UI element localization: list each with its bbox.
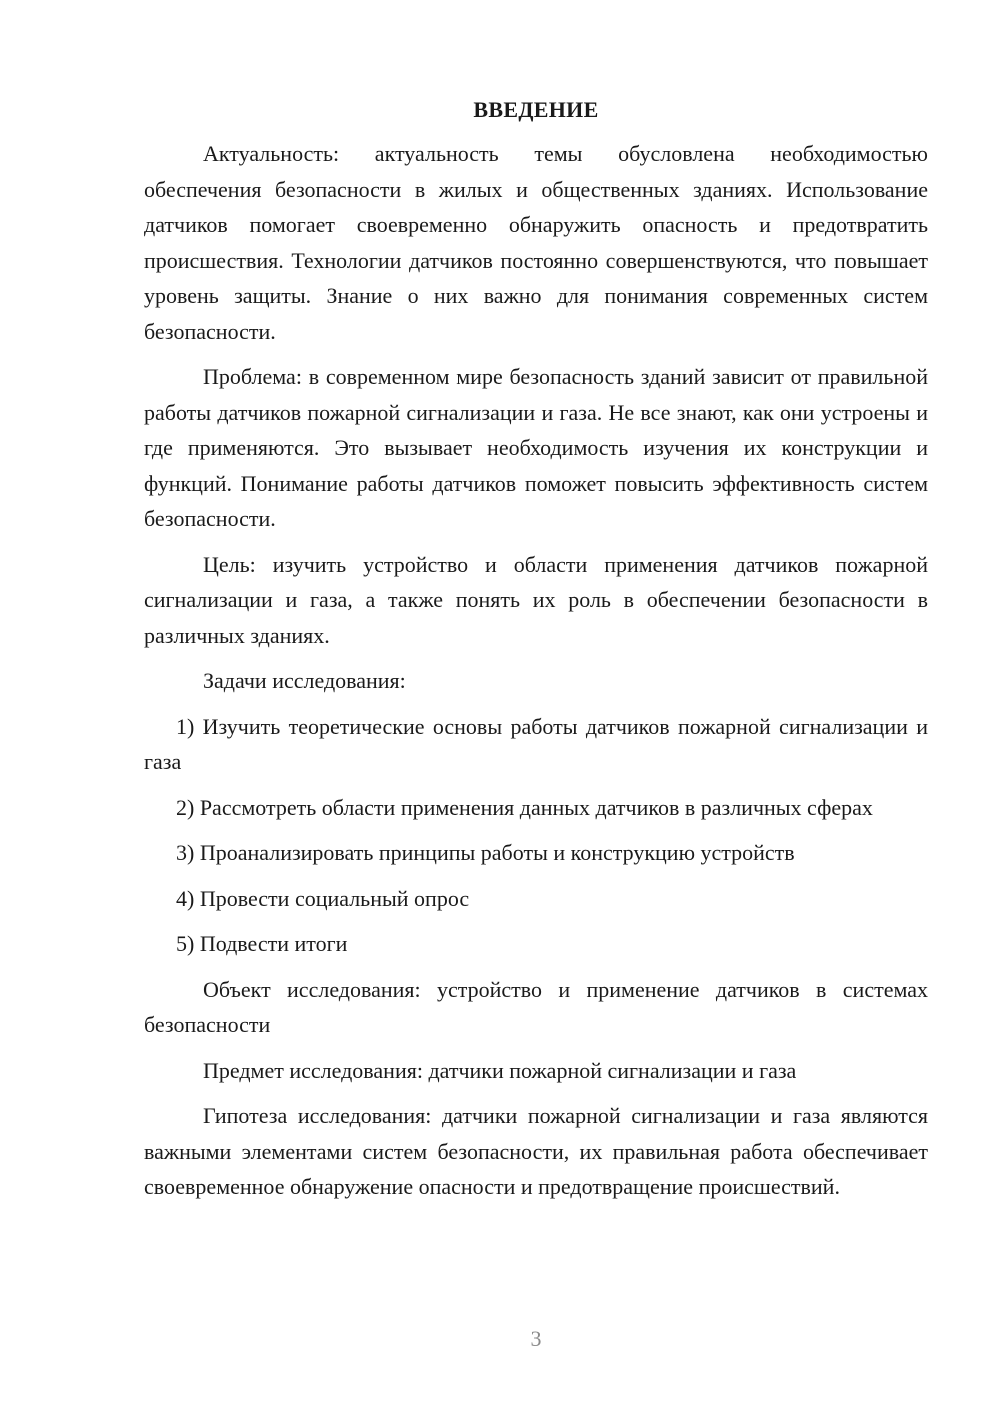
task-item-1: 1) Изучить теоретические основы работы датчиков пожарной сигнализации и газа	[144, 713, 928, 774]
document-page	[144, 92, 928, 1215]
paragraph-subject: Предмет исследования: датчики пожарной сигнализации и газа	[203, 1057, 797, 1083]
task-item-4: 4) Провести социальный опрос	[176, 885, 470, 911]
paragraph-object: Объект исследования: устройство и применение датчиков в системах безопасности	[144, 976, 928, 1037]
page-number: 3	[530, 1326, 542, 1351]
paragraph-tasks-intro: Задачи исследования:	[203, 668, 406, 693]
paragraph-hypothesis: Гипотеза исследования: датчики пожарной сигнализации и газа являются важными элементами систем безопасности, их правильная работа обеспечивает своевременное обнаружение опасности и предотвращение происшествий.	[144, 1103, 928, 1199]
task-item-3: 3) Проанализировать принципы работы и конструкцию устройств	[176, 840, 795, 865]
paragraph-problem: Проблема: в современном мире безопасность зданий зависит от правильной работы датчиков пожарной сигнализации и газа. Не все знают, как они устроены и где применяются. Это вызывает необходимость изучения их конструкции и функций. Понимание работы датчиков поможет повысить эффективность систем безопасности.	[144, 364, 928, 531]
task-item-2: 2) Рассмотреть области применения данных датчиков в различных сферах	[176, 794, 873, 820]
paragraph-goal: Цель: изучить устройство и области применения датчиков пожарной сигнализации и газа, а также понять их роль в обеспечении безопасности в различных зданиях.	[144, 551, 928, 648]
section-heading: ВВЕДЕНИЕ	[473, 97, 599, 122]
task-item-5: 5) Подвести итоги	[176, 931, 348, 956]
paragraph-relevance: Актуальность: актуальность темы обусловлена необходимостью обеспечения безопасности в жилых и общественных зданиях. Использование датчиков помогает своевременно обнаружить опасность и предотвратить происшествия. Технологии датчиков постоянно совершенствуются, что повышает уровень защиты. Знание о них важно для понимания современных систем безопасности.	[144, 141, 928, 344]
